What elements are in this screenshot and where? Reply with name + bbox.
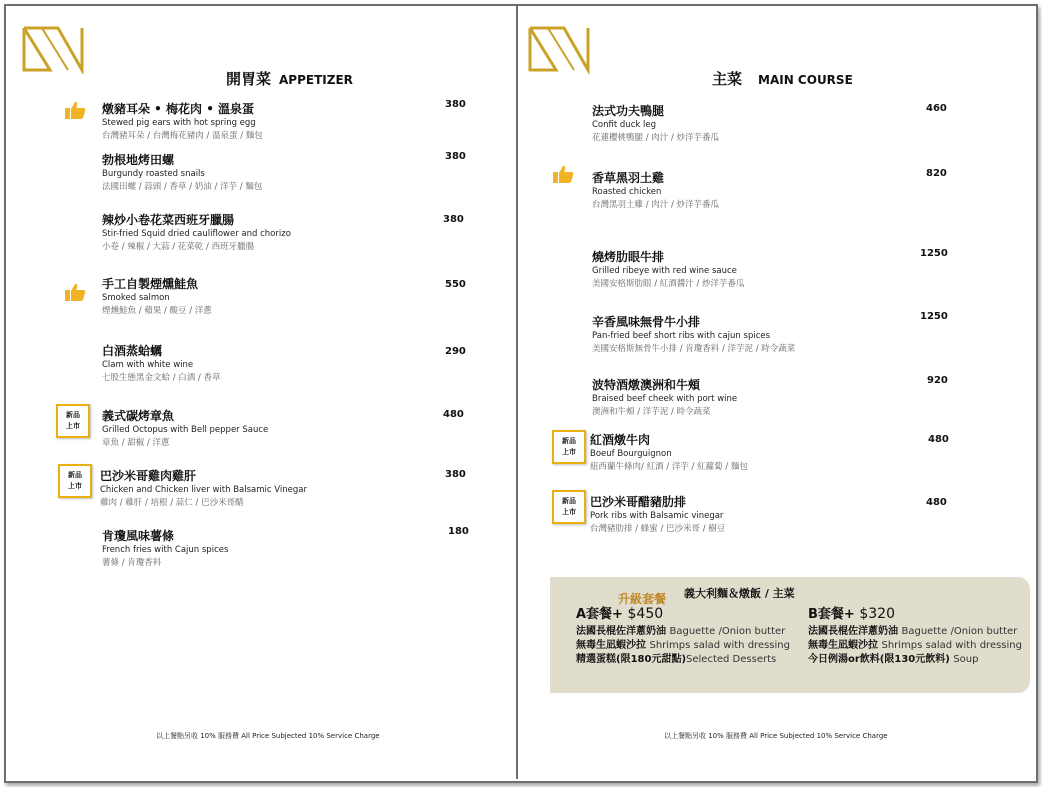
menu-item [592,171,719,212]
menu-item [592,378,737,419]
item-name: 勃根地烤田螺 [102,153,175,167]
item-price: 1250 [920,311,948,322]
item-name: 巴沙米哥醋豬肋排 [590,495,687,509]
menu-item [102,213,291,254]
thumbs-up-icon [552,164,574,184]
item-price: 180 [448,526,469,537]
item-price: 820 [926,168,947,179]
set-b-line [808,653,1022,667]
item-price: 380 [443,214,464,225]
main-course-title-en: MAIN COURSE [758,73,853,87]
badge-line2: 上市 [66,422,80,430]
set-b-price: $320 [859,606,895,622]
item-english-name: Smoked salmon [102,293,170,303]
set-line-zh: 法國長棍佐洋蔥奶油 [576,626,666,637]
set-a-line [576,653,790,667]
appetizer-title-en: APPETIZER [279,73,353,87]
item-ingredients: 台灣黑羽土雞 / 肉汁 / 炒洋芋番瓜 [592,200,720,210]
item-ingredients: 煙燻鮭魚 / 蘋果 / 酸豆 / 洋蔥 [102,306,212,316]
set-line-zh: 精選蛋糕(限180元甜點) [576,654,687,665]
new-item-badge [552,430,586,464]
menu-item [100,469,307,510]
item-price: 550 [445,279,466,290]
menu-item [102,409,268,450]
item-price: 290 [445,346,466,357]
brand-logo [526,24,592,74]
item-ingredients: 薯條 / 肯瓊香料 [102,558,162,568]
menu-item [102,277,212,318]
item-english-name: Stir-fried Squid dried cauliflower and chorizo [102,229,291,239]
item-name: 香草黑羽土雞 [592,171,665,185]
set-a-label: A套餐+ [576,607,623,622]
set-a-price: $450 [627,606,664,622]
menu-item [592,104,719,145]
item-ingredients: 雞肉 / 雞肝 / 培根 / 蒜仁 / 巴沙米哥醋 [100,498,244,508]
item-english-name: Burgundy roasted snails [102,169,205,179]
new-item-badge [56,404,90,438]
set-line-en: Selected Desserts [686,654,777,665]
item-ingredients: 章魚 / 甜椒 / 洋蔥 [102,438,170,448]
item-ingredients: 美國安格斯無骨牛小排 / 肯瓊香料 / 洋芋泥 / 時令蔬菜 [592,344,796,354]
appetizer-title [226,68,353,89]
new-item-badge [58,464,92,498]
item-name: 肯瓊風味薯條 [102,529,175,543]
main-course-page [518,6,1032,777]
item-name: 辛香風味無骨牛小排 [592,315,701,329]
item-name: 義式碳烤章魚 [102,409,175,423]
item-price: 380 [445,151,466,162]
item-price: 920 [927,375,948,386]
item-ingredients: 紐西蘭牛條肉/ 紅酒 / 洋芋 / 紅蘿蔔 / 麵包 [590,462,748,472]
menu-item [102,153,262,194]
main-course-title [712,68,853,89]
set-upgrade-title: 升級套餐 [618,592,667,606]
item-ingredients: 台灣豬耳朵 / 台灣梅花豬肉 / 溫泉蛋 / 麵包 [102,131,263,141]
thumbs-up-icon [64,282,86,302]
menu-item [102,529,228,570]
item-english-name: Pan-fried beef short ribs with cajun spices [592,331,771,341]
set-line-en: Shrimps salad with dressing [881,640,1022,651]
item-english-name: Chicken and Chicken liver with Balsamic Vinegar [100,485,307,495]
item-english-name: French fries with Cajun spices [102,545,229,555]
item-ingredients: 七股生態黑金文蛤 / 白酒 / 香草 [102,373,221,383]
item-name: 手工自製煙燻鮭魚 [102,277,199,291]
set-b-line [808,639,1022,653]
appetizer-page [6,6,516,777]
item-english-name: Confit duck leg [592,120,656,130]
item-price: 1250 [920,248,948,259]
item-price: 480 [928,434,949,445]
item-name: 燉豬耳朵 • 梅花肉 • 溫泉蛋 [102,102,255,116]
set-line-zh: 無毒生凪蝦沙拉 [808,640,878,651]
menu-item [590,433,748,474]
item-english-name: Roasted chicken [592,187,662,197]
set-menu-header: 義大利麵＆燉飯 / 主菜 [684,587,795,600]
badge-line2: 上市 [68,482,82,490]
set-line-zh: 無毒生凪蝦沙拉 [576,640,646,651]
item-name: 白酒蒸蛤蠣 [102,344,163,358]
new-item-badge [552,490,586,524]
item-price: 480 [443,409,464,420]
item-english-name: Grilled ribeye with red wine sauce [592,266,737,276]
item-name: 波特酒燉澳洲和牛頰 [592,378,701,392]
item-name: 巴沙米哥雞肉雞肝 [100,469,197,483]
item-english-name: Clam with white wine [102,360,194,370]
set-line-en: Soup [953,654,979,665]
item-name: 紅酒燉牛肉 [590,433,651,447]
set-menu-box [550,577,1030,693]
item-name: 辣炒小卷花菜西班牙臘腸 [102,213,235,227]
menu-item [102,344,221,385]
set-b-line [808,625,1022,639]
item-english-name: Boeuf Bourguignon [590,449,672,459]
item-english-name: Braised beef cheek with port wine [592,394,738,404]
menu-item [592,250,745,291]
item-english-name: Grilled Octopus with Bell pepper Sauce [102,425,269,435]
item-ingredients: 花蓮櫻桃鴨腿 / 肉汁 / 炒洋芋番瓜 [592,133,720,143]
menu-item [592,315,795,356]
set-a-line [576,639,790,653]
service-charge-note: 以上餐點另收 10% 服務費 All Price Subjected 10% Service Charge [156,732,380,740]
item-price: 380 [445,469,466,480]
item-ingredients: 台灣豬肋排 / 蜂蜜 / 巴沙米哥 / 樹豆 [590,524,726,534]
item-ingredients: 澳洲和牛頰 / 洋芋泥 / 時令蔬菜 [592,407,711,417]
item-english-name: Pork ribs with Balsamic vinegar [590,511,724,521]
item-name: 燒烤肋眼牛排 [592,250,665,264]
item-name: 法式功夫鴨腿 [592,104,665,118]
set-line-en: Baguette /Onion butter [901,626,1018,637]
item-english-name: Stewed pig ears with hot spring egg [102,118,256,128]
appetizer-title-zh: 開胃菜 [226,70,272,88]
set-a-line [576,625,790,639]
menu-item [102,102,263,143]
item-price: 480 [926,497,947,508]
item-ingredients: 美國安格斯肋眼 / 紅酒醬汁 / 炒洋芋番瓜 [592,279,745,289]
badge-line1: 新品 [562,497,576,505]
set-line-zh: 今日例湯or飲料(限130元飲料) [808,654,950,665]
set-line-en: Shrimps salad with dressing [649,640,790,651]
set-a [576,607,790,667]
badge-line1: 新品 [68,471,82,479]
service-charge-note: 以上餐點另收 10% 服務費 All Price Subjected 10% Service Charge [664,732,888,740]
set-b-label: B套餐+ [808,607,855,622]
brand-logo [20,24,86,74]
badge-line2: 上市 [562,448,576,456]
badge-line1: 新品 [562,437,576,445]
set-line-zh: 法國長棍佐洋蔥奶油 [808,626,898,637]
set-line-en: Baguette /Onion butter [669,626,786,637]
menu-item [590,495,725,536]
item-price: 380 [445,99,466,110]
item-ingredients: 小卷 / 辣椒 / 大蒜 / 花菜乾 / 西班牙臘腸 [102,242,255,252]
badge-line1: 新品 [66,411,80,419]
thumbs-up-icon [64,100,86,120]
main-course-title-zh: 主菜 [712,70,743,88]
set-b [808,607,1022,667]
badge-line2: 上市 [562,508,576,516]
item-ingredients: 法國田螺 / 蒜頭 / 香草 / 奶油 / 洋芋 / 麵包 [102,182,263,192]
item-price: 460 [926,103,947,114]
